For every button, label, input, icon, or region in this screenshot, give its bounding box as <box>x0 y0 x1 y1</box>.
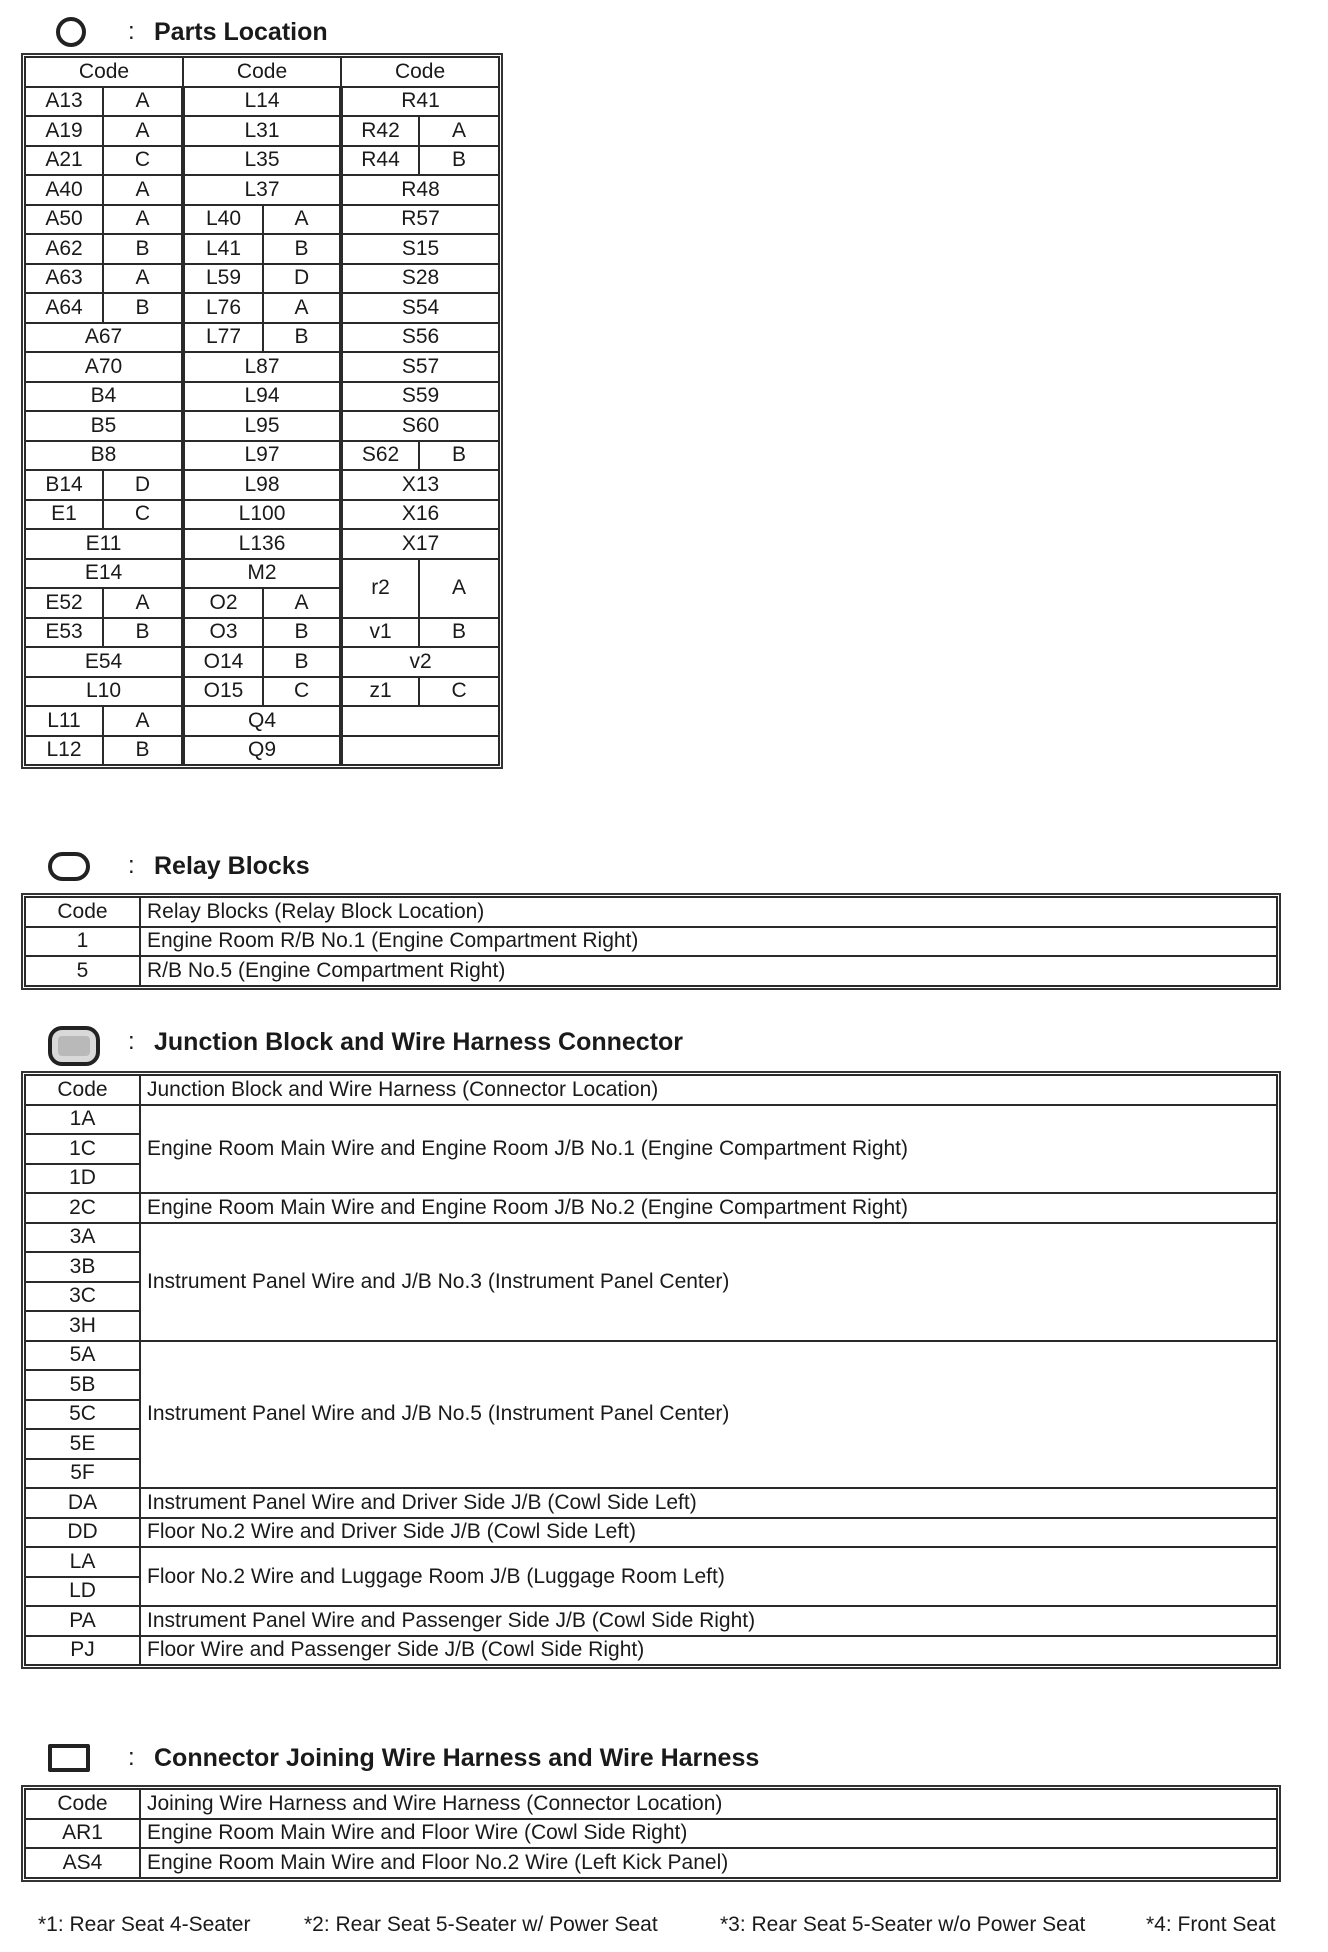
location-cell: Engine Room R/B No.1 (Engine Compartment Right) <box>140 927 1277 957</box>
parts-location-header <box>0 10 1300 50</box>
code-cell: A70 <box>25 352 183 382</box>
column-header: Joining Wire Harness and Wire Harness (Connector Location) <box>140 1789 1277 1819</box>
variant-cell: A <box>103 264 183 294</box>
code-cell: L98 <box>183 470 341 500</box>
code-cell: L40 <box>183 205 263 235</box>
variant-cell: A <box>263 205 341 235</box>
footnote: *2: Rear Seat 5-Seater w/ Power Seat <box>304 1913 658 1936</box>
table-row <box>25 382 499 412</box>
code-cell: S54 <box>341 293 499 323</box>
colon: : <box>128 852 135 879</box>
circle-symbol-icon <box>56 17 86 47</box>
section-title: Junction Block and Wire Harness Connector <box>154 1028 684 1056</box>
table-row <box>25 1193 1277 1223</box>
code-cell: r2 <box>341 559 419 618</box>
code-cell: X16 <box>341 500 499 530</box>
code-cell: E14 <box>25 559 183 589</box>
code-cell: 3B <box>25 1252 140 1282</box>
table-row <box>25 1223 1277 1253</box>
code-cell: R44 <box>341 146 419 176</box>
code-cell: L87 <box>183 352 341 382</box>
code-cell: AS4 <box>25 1848 140 1878</box>
column-header: Code <box>25 1075 140 1105</box>
code-cell: S59 <box>341 382 499 412</box>
code-cell: R42 <box>341 116 419 146</box>
location-cell: Floor No.2 Wire and Driver Side J/B (Cowl Side Left) <box>140 1518 1277 1548</box>
variant-cell: B <box>263 234 341 264</box>
colon: : <box>128 1744 135 1771</box>
code-cell: 5 <box>25 956 140 986</box>
location-cell: Engine Room Main Wire and Floor Wire (Cowl Side Right) <box>140 1819 1277 1849</box>
code-cell: A64 <box>25 293 103 323</box>
variant-cell: B <box>419 146 499 176</box>
variant-cell: B <box>103 736 183 766</box>
code-cell: PJ <box>25 1636 140 1666</box>
table-row <box>25 529 499 559</box>
table-row <box>25 470 499 500</box>
variant-cell: A <box>103 87 183 117</box>
code-cell: B14 <box>25 470 103 500</box>
table-row <box>25 1488 1277 1518</box>
oval-symbol-icon <box>48 852 90 881</box>
column-header: Code <box>25 897 140 927</box>
variant-cell: B <box>263 323 341 353</box>
rectangle-symbol-icon <box>48 1744 90 1772</box>
code-cell: AR1 <box>25 1819 140 1849</box>
code-cell: 5A <box>25 1341 140 1371</box>
location-cell: Floor No.2 Wire and Luggage Room J/B (Luggage Room Left) <box>140 1547 1277 1606</box>
code-cell: v2 <box>341 647 499 677</box>
table-row <box>25 175 499 205</box>
shaded-oval-symbol-icon <box>48 1026 100 1066</box>
empty-cell <box>341 736 499 766</box>
junction-block-table <box>24 1074 1278 1666</box>
code-cell: 5B <box>25 1370 140 1400</box>
table-row <box>25 500 499 530</box>
variant-cell: C <box>419 677 499 707</box>
code-cell: DA <box>25 1488 140 1518</box>
code-cell: M2 <box>183 559 341 589</box>
location-cell: Instrument Panel Wire and J/B No.5 (Instrument Panel Center) <box>140 1341 1277 1489</box>
code-cell: A21 <box>25 146 103 176</box>
code-cell: LA <box>25 1547 140 1577</box>
code-cell: O3 <box>183 618 263 648</box>
variant-cell: D <box>263 264 341 294</box>
table-header-row <box>25 897 1277 927</box>
code-cell: X17 <box>341 529 499 559</box>
code-cell: z1 <box>341 677 419 707</box>
table-row <box>25 352 499 382</box>
relay-blocks-table <box>24 896 1278 987</box>
table-row <box>25 706 499 736</box>
table-row <box>25 956 1277 986</box>
code-cell: 1C <box>25 1134 140 1164</box>
code-cell: A67 <box>25 323 183 353</box>
code-cell: 3H <box>25 1311 140 1341</box>
table-row <box>25 1105 1277 1135</box>
table-row <box>25 927 1277 957</box>
empty-cell <box>341 706 499 736</box>
code-cell: L94 <box>183 382 341 412</box>
variant-cell: A <box>103 175 183 205</box>
table-row <box>25 1341 1277 1371</box>
code-cell: Q9 <box>183 736 341 766</box>
code-cell: O2 <box>183 588 263 618</box>
code-cell: O15 <box>183 677 263 707</box>
code-cell: L97 <box>183 441 341 471</box>
location-cell: Engine Room Main Wire and Engine Room J/B No.2 (Engine Compartment Right) <box>140 1193 1277 1223</box>
location-cell: Instrument Panel Wire and Passenger Side J/B (Cowl Side Right) <box>140 1606 1277 1636</box>
code-cell: S57 <box>341 352 499 382</box>
table-row <box>25 205 499 235</box>
code-cell: O14 <box>183 647 263 677</box>
code-cell: L59 <box>183 264 263 294</box>
location-cell: Instrument Panel Wire and Driver Side J/B (Cowl Side Left) <box>140 1488 1277 1518</box>
code-cell: L14 <box>183 87 341 117</box>
code-cell: 2C <box>25 1193 140 1223</box>
column-header: Code <box>25 57 183 87</box>
footnote: *3: Rear Seat 5-Seater w/o Power Seat <box>720 1913 1086 1936</box>
code-cell: 5F <box>25 1459 140 1489</box>
location-cell: Floor Wire and Passenger Side J/B (Cowl Side Right) <box>140 1636 1277 1666</box>
code-cell: B5 <box>25 411 183 441</box>
variant-cell: B <box>263 647 341 677</box>
table-row <box>25 1848 1277 1878</box>
table-row <box>25 441 499 471</box>
variant-cell: A <box>103 116 183 146</box>
code-cell: L37 <box>183 175 341 205</box>
code-cell: DD <box>25 1518 140 1548</box>
section-title: Connector Joining Wire Harness and Wire Harness <box>154 1744 760 1772</box>
code-cell: L100 <box>183 500 341 530</box>
code-cell: E11 <box>25 529 183 559</box>
variant-cell: A <box>103 205 183 235</box>
table-row <box>25 559 499 589</box>
code-cell: S60 <box>341 411 499 441</box>
code-cell: B4 <box>25 382 183 412</box>
variant-cell: B <box>419 441 499 471</box>
junction-block-header <box>0 1020 1300 1060</box>
table-row <box>25 87 499 117</box>
variant-cell: A <box>263 588 341 618</box>
table-row <box>25 264 499 294</box>
code-cell: E53 <box>25 618 103 648</box>
table-row <box>25 1547 1277 1577</box>
code-cell: S28 <box>341 264 499 294</box>
table-row <box>25 116 499 146</box>
variant-cell: C <box>103 500 183 530</box>
code-cell: PA <box>25 1606 140 1636</box>
code-cell: Q4 <box>183 706 341 736</box>
location-cell: Engine Room Main Wire and Floor No.2 Wire (Left Kick Panel) <box>140 1848 1277 1878</box>
variant-cell: B <box>419 618 499 648</box>
variant-cell: D <box>103 470 183 500</box>
footnote: *1: Rear Seat 4-Seater <box>38 1913 251 1936</box>
section-title: Relay Blocks <box>154 852 310 880</box>
variant-cell: A <box>103 706 183 736</box>
variant-cell: A <box>419 559 499 618</box>
code-cell: R57 <box>341 205 499 235</box>
table-row <box>25 234 499 264</box>
footnote: *4: Front Seat <box>1146 1913 1276 1936</box>
table-row <box>25 411 499 441</box>
colon: : <box>128 1028 135 1055</box>
relay-blocks-header <box>0 844 1300 884</box>
column-header: Relay Blocks (Relay Block Location) <box>140 897 1277 927</box>
code-cell: LD <box>25 1577 140 1607</box>
column-header: Code <box>25 1789 140 1819</box>
code-cell: S15 <box>341 234 499 264</box>
code-cell: 5C <box>25 1400 140 1430</box>
table-row <box>25 1518 1277 1548</box>
table-row <box>25 618 499 648</box>
table-row <box>25 736 499 766</box>
table-header-row <box>25 1075 1277 1105</box>
code-cell: L95 <box>183 411 341 441</box>
code-cell: 1 <box>25 927 140 957</box>
table-row <box>25 293 499 323</box>
variant-cell: C <box>263 677 341 707</box>
code-cell: E54 <box>25 647 183 677</box>
table-row <box>25 323 499 353</box>
variant-cell: B <box>103 618 183 648</box>
code-cell: L31 <box>183 116 341 146</box>
code-cell: 3C <box>25 1282 140 1312</box>
code-cell: L136 <box>183 529 341 559</box>
code-cell: A19 <box>25 116 103 146</box>
column-header: Junction Block and Wire Harness (Connector Location) <box>140 1075 1277 1105</box>
code-cell: E52 <box>25 588 103 618</box>
code-cell: L11 <box>25 706 103 736</box>
location-cell: Instrument Panel Wire and J/B No.3 (Instrument Panel Center) <box>140 1223 1277 1341</box>
code-cell: B8 <box>25 441 183 471</box>
section-title: Parts Location <box>154 18 328 46</box>
code-cell: A50 <box>25 205 103 235</box>
location-cell: Engine Room Main Wire and Engine Room J/B No.1 (Engine Compartment Right) <box>140 1105 1277 1194</box>
table-row <box>25 677 499 707</box>
code-cell: S56 <box>341 323 499 353</box>
code-cell: 3A <box>25 1223 140 1253</box>
code-cell: R41 <box>341 87 499 117</box>
location-cell: R/B No.5 (Engine Compartment Right) <box>140 956 1277 986</box>
code-cell: L41 <box>183 234 263 264</box>
variant-cell: A <box>263 293 341 323</box>
code-cell: v1 <box>341 618 419 648</box>
variant-cell: A <box>103 588 183 618</box>
code-cell: S62 <box>341 441 419 471</box>
variant-cell: C <box>103 146 183 176</box>
variant-cell: A <box>419 116 499 146</box>
code-cell: A62 <box>25 234 103 264</box>
code-cell: L76 <box>183 293 263 323</box>
connector-joining-header <box>0 1736 1300 1776</box>
variant-cell: B <box>103 234 183 264</box>
table-row <box>25 647 499 677</box>
code-cell: E1 <box>25 500 103 530</box>
column-header: Code <box>341 57 499 87</box>
variant-cell: B <box>263 618 341 648</box>
code-cell: A40 <box>25 175 103 205</box>
code-cell: X13 <box>341 470 499 500</box>
code-cell: R48 <box>341 175 499 205</box>
code-cell: L35 <box>183 146 341 176</box>
colon: : <box>128 18 135 45</box>
variant-cell: B <box>103 293 183 323</box>
code-cell: A63 <box>25 264 103 294</box>
table-row <box>25 1819 1277 1849</box>
table-row <box>25 1606 1277 1636</box>
table-row <box>25 1636 1277 1666</box>
code-cell: 5E <box>25 1429 140 1459</box>
code-cell: L77 <box>183 323 263 353</box>
code-cell: A13 <box>25 87 103 117</box>
connector-joining-table <box>24 1788 1278 1879</box>
code-cell: 1A <box>25 1105 140 1135</box>
code-cell: L12 <box>25 736 103 766</box>
table-header-row <box>25 57 499 87</box>
code-cell: 1D <box>25 1164 140 1194</box>
parts-location-table <box>24 56 500 766</box>
code-cell: L10 <box>25 677 183 707</box>
column-header: Code <box>183 57 341 87</box>
table-row <box>25 146 499 176</box>
table-header-row <box>25 1789 1277 1819</box>
